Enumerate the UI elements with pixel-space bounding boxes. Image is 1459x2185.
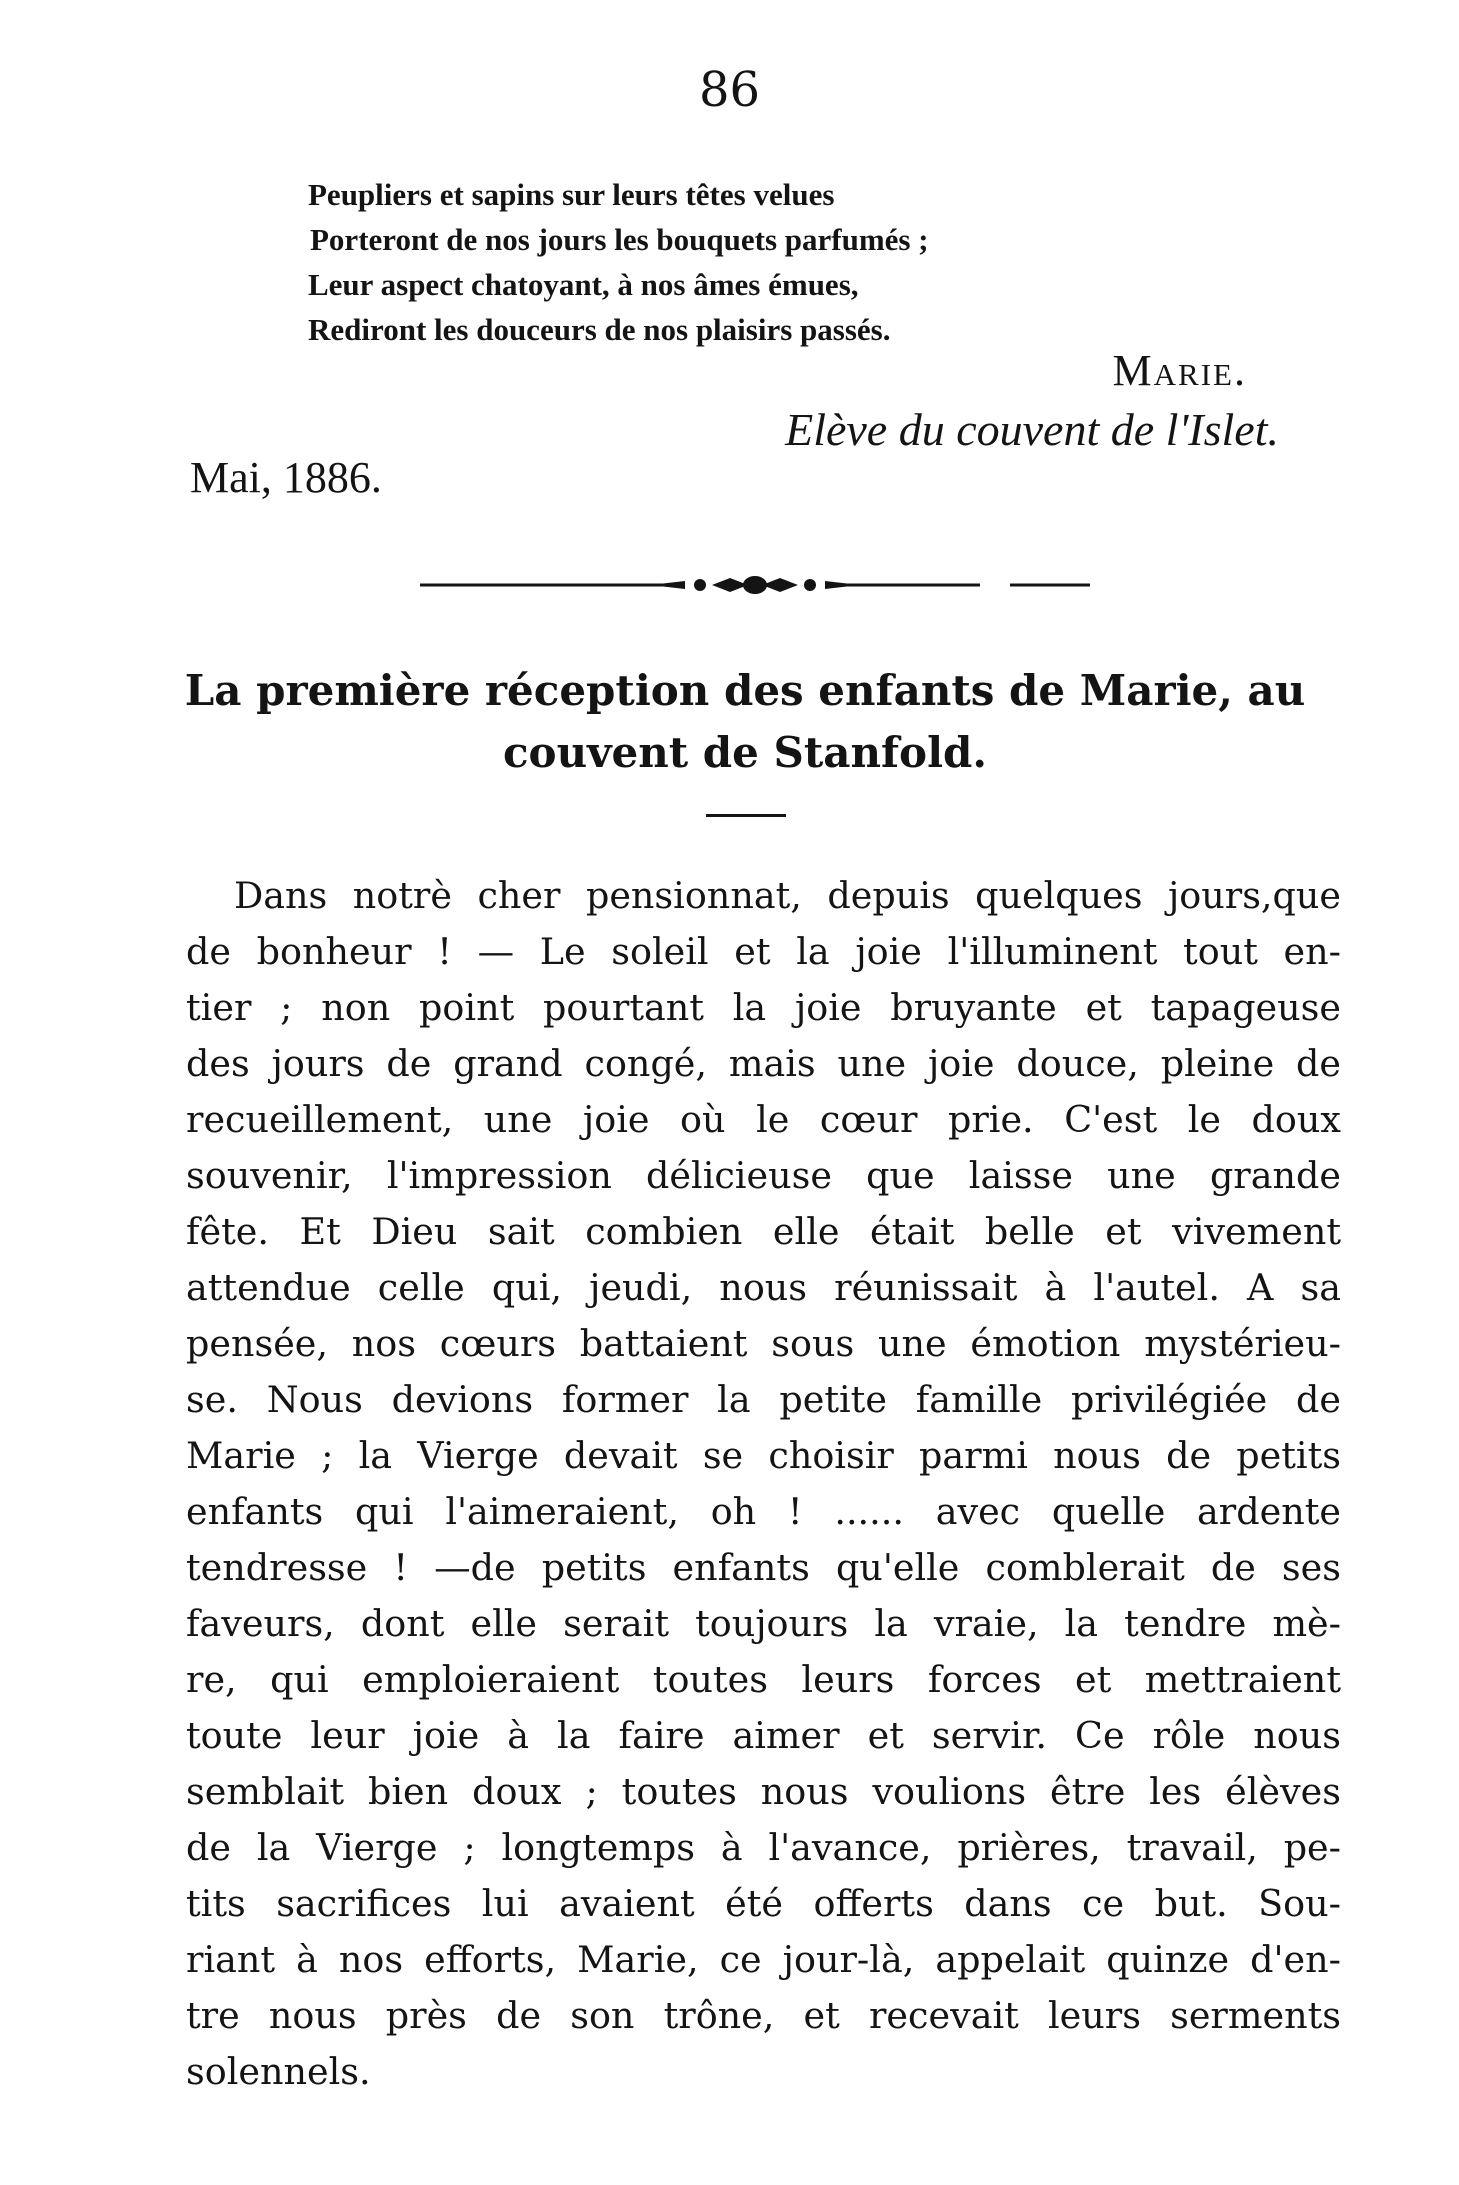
body-line: tre nous près de son trône, et recevait leurs serments — [186, 1994, 1341, 2037]
poem-stanza — [308, 172, 929, 352]
body-line: tits sacrifices lui avaient été offerts dans ce but. Sou- — [186, 1882, 1341, 1925]
poem-line: Peupliers et sapins sur leurs têtes velues — [308, 177, 835, 212]
signature-date: Mai, 1886. — [190, 453, 382, 502]
body-line: enfants qui l'aimeraient, oh ! ...... avec quelle ardente — [186, 1490, 1341, 1533]
body-line: Marie ; la Vierge devait se choisir parmi nous de petits — [186, 1434, 1341, 1477]
body-line: de la Vierge ; longtemps à l'avance, prières, travail, pe- — [186, 1826, 1341, 1869]
body-line: se. Nous devions former la petite famille privilégiée de — [186, 1378, 1341, 1421]
body-line: attendue celle qui, jeudi, nous réunissait à l'autel. A sa — [186, 1266, 1341, 1309]
body-line: souvenir, l'impression délicieuse que laisse une grande — [186, 1154, 1341, 1197]
body-line: recueillement, une joie où le cœur prie. C'est le doux — [186, 1098, 1341, 1141]
article-title-line: La première réception des enfants de Marie, au — [184, 666, 1306, 715]
body-line: de bonheur ! — Le soleil et la joie l'illuminent tout en- — [186, 930, 1341, 973]
article-body — [186, 868, 1341, 2100]
page-number: 86 — [698, 62, 761, 118]
signature-affiliation: Elève du couvent de l'Islet. — [785, 404, 1279, 455]
signature-name: Marie. — [1112, 346, 1247, 395]
poem-line: Leur aspect chatoyant, à nos âmes émues, — [308, 267, 859, 302]
body-line: faveurs, dont elle serait toujours la vraie, la tendre mè- — [186, 1602, 1341, 1645]
article-title-line: couvent de Stanfold. — [502, 728, 988, 777]
poem-line: Porteront de nos jours les bouquets parfumés ; — [310, 222, 929, 257]
poem-line: Rediront les douceurs de nos plaisirs passés. — [308, 312, 891, 347]
body-line: toute leur joie à la faire aimer et servir. Ce rôle nous — [186, 1714, 1341, 1757]
body-line: Dans notrè cher pensionnat, depuis quelques jours,que — [234, 874, 1341, 917]
article-title — [150, 660, 1340, 784]
body-line: solennels. — [186, 2050, 371, 2093]
body-line: tier ; non point pourtant la joie bruyante et tapageuse — [186, 986, 1341, 1029]
body-line: riant à nos efforts, Marie, ce jour-là, appelait quinze d'en- — [186, 1938, 1341, 1981]
body-line: pensée, nos cœurs battaient sous une émotion mystérieu- — [186, 1322, 1341, 1365]
section-divider-ornament — [420, 570, 1090, 600]
body-line: tendresse ! —de petits enfants qu'elle comblerait de ses — [186, 1546, 1341, 1589]
body-line: semblait bien doux ; toutes nous voulions être les élèves — [186, 1770, 1341, 1813]
title-underline-rule — [706, 814, 786, 817]
body-line: des jours de grand congé, mais une joie douce, pleine de — [186, 1042, 1341, 1085]
body-line: fête. Et Dieu sait combien elle était belle et vivement — [186, 1210, 1341, 1253]
body-line: re, qui emploieraient toutes leurs forces et mettraient — [186, 1658, 1341, 1701]
